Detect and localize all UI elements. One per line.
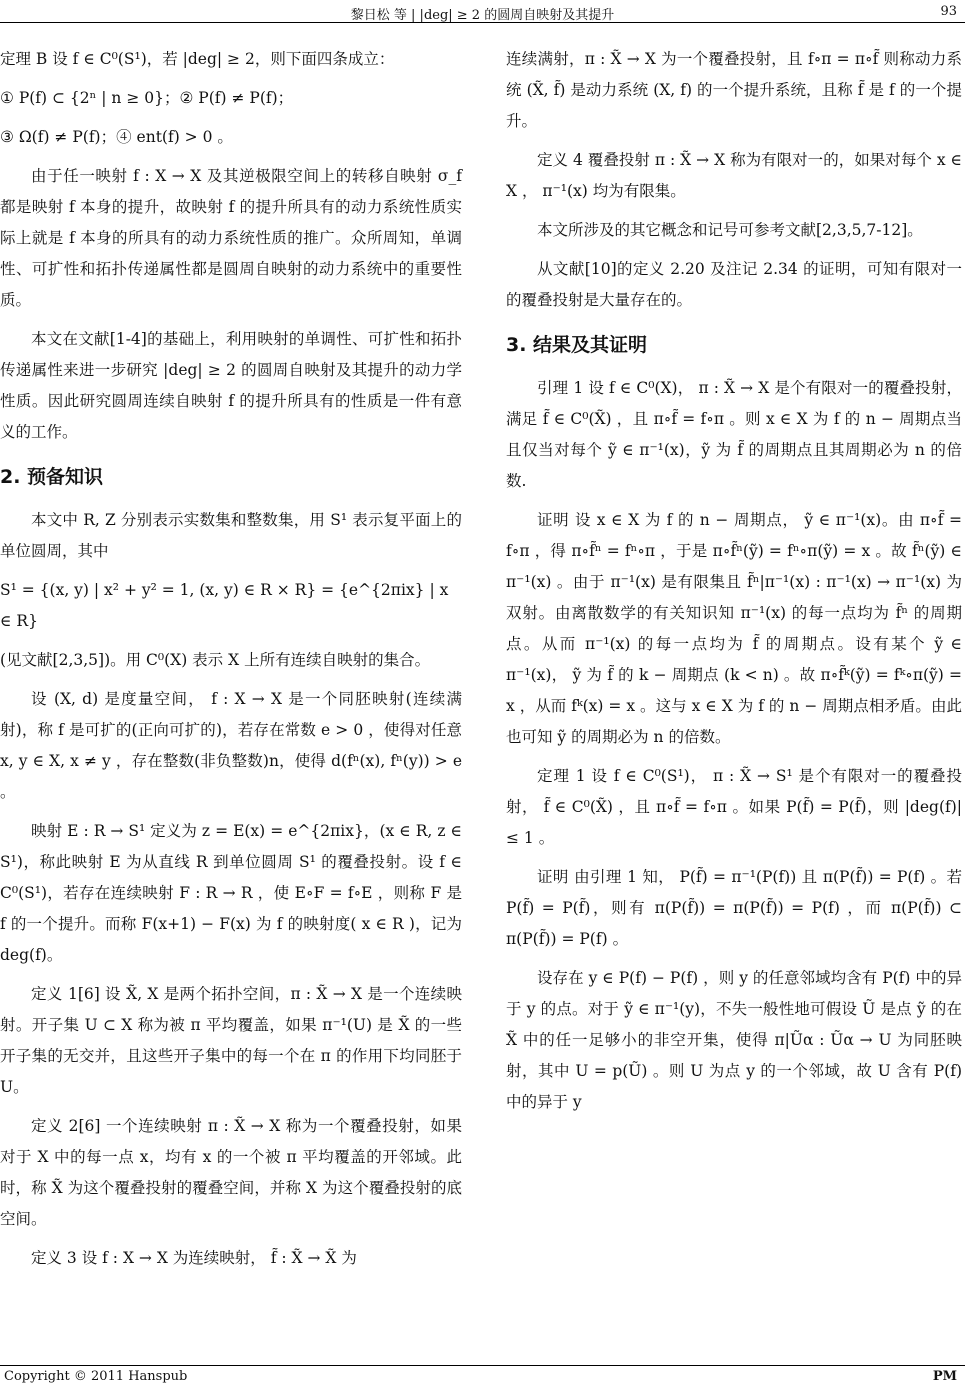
proof: 证明 设 x ∈ X 为 f 的 n − 周期点， ỹ ∈ π⁻¹(x)。由 π∘f̃ = f∘π ，得 π∘f̃ⁿ = fⁿ∘π ，于是 π∘f̃ⁿ(ỹ) = fⁿ∘π(ỹ) = x 。故 f̃ⁿ(ỹ) ∈ π⁻¹(x) 。由于 π⁻¹(x) 是有限集且 f̃ⁿ|π⁻¹(x) : π⁻¹(x) → π⁻¹(x) 为双射。由离散数学的有关知识知 π⁻¹(x) 的每一点均为 f̃ⁿ 的周期点。从而 π⁻¹(x) 的每一点均为 f̃ 的周期点。设有某个 ỹ ∈ π⁻¹(x)， ỹ 为 f̃ 的 k − 周期点 (k < n) 。故 π∘f̃ᵏ(ỹ) = fᵏ∘π(ỹ) = x ，从而 fᵏ(x) = x 。这与 x ∈ X 为 f 的 n − 周期点相矛盾。由此也可知 ỹ 的周期必为 n 的倍数。 — [506, 511, 962, 746]
definition-4: 定义 4 覆叠投射 π : X̃ → X 称为有限对一的，如果对每个 x ∈ X ， π⁻¹(x) 均为有限集。 — [506, 151, 962, 200]
left-column — [0, 44, 462, 1282]
section-heading: 3. 结果及其证明 — [506, 334, 648, 356]
paragraph: 本文中 R, Z 分别表示实数集和整数集，用 S¹ 表示复平面上的单位圆周，其中 — [0, 511, 462, 560]
theorem-b-items-2: ③ Ω(f) ≠ P(f)；④ ent(f) > 0 。 — [0, 128, 233, 146]
theorem-b: 定理 B 设 f ∈ C⁰(S¹)，若 |deg| ≥ 2，则下面四条成立： — [0, 50, 395, 68]
page-footer — [0, 1365, 965, 1384]
copyright: Copyright © 2011 Hanspub — [4, 1369, 188, 1384]
paragraph: 映射 E : R → S¹ 定义为 z = E(x) = e^{2πix}，(x ∈ R, z ∈ S¹)，称此映射 E 为从直线 R 到单位圆周 S¹ 的覆叠投射。设 f ∈ C⁰(S¹)，若存在连续映射 F : R → R ，使 E∘F = f∘E ，则称 F 是 f 的一个提升。而称 F(x+1) − F(x) 为 f 的映射度( x ∈ R )，记为 deg(f)。 — [0, 822, 462, 964]
theorem-b-items-1: ① P(f) ⊂ {2ⁿ | n ≥ 0}；② P(f) ≠ P(f)； — [0, 89, 294, 107]
paragraph: (见文献[2,3,5])。用 C⁰(X) 表示 X 上所有连续自映射的集合。 — [0, 651, 431, 669]
page-number: 93 — [940, 4, 957, 19]
paragraph: 由于任一映射 f : X → X 及其逆极限空间上的转移自映射 σ_f 都是映射 f 本身的提升，故映射 f 的提升所具有的动力系统性质实际上就是 f 本身的所具有的动力系统性质的推广。众所周知，单调性、可扩性和拓扑传递属性都是圆周自映射的动力系统中的重要性质。 — [0, 167, 462, 309]
definition-3-continued: 连续满射，π : X̃ → X 为一个覆叠投射，且 f∘π = π∘f̃ 则称动力系统 (X̃, f̃) 是动力系统 (X, f) 的一个提升系统，且称 f̃ 是 f 的一个提升。 — [506, 50, 962, 130]
paragraph: 本文所涉及的其它概念和记号可参考文献[2,3,5,7-12]。 — [537, 221, 923, 239]
journal-abbrev: PM — [932, 1369, 957, 1384]
theorem-1: 定理 1 设 f ∈ C⁰(S¹)， π : X̃ → S¹ 是个有限对一的覆叠投射， f̃ ∈ C⁰(X̃) ，且 π∘f̃ = f∘π 。如果 P(f̃) = P(f̃)，则 |deg(f)| ≤ 1 。 — [506, 767, 962, 847]
page-header — [0, 0, 965, 24]
header-rule — [0, 22, 965, 23]
definition-1: 定义 1[6] 设 X̃, X 是两个拓扑空间，π : X̃ → X 是一个连续映射。开子集 U ⊂ X 称为被 π 平均覆盖，如果 π⁻¹(U) 是 X̃ 的一些开子集的无交并，且这些开子集中的每一个在 π 的作用下均同胚于 U。 — [0, 985, 462, 1096]
section-heading: 2. 预备知识 — [0, 466, 104, 488]
proof: 证明 由引理 1 知， P(f̃) = π⁻¹(P(f)) 且 π(P(f̃)) = P(f) 。若 P(f̃) = P(f̃)，则有 π(P(f̃)) = π(P(f̃)) = P(f) ，而 π(P(f̃)) ⊂ π(P(f̃)) = P(f) 。 — [506, 868, 962, 948]
definition-2: 定义 2[6] 一个连续映射 π : X̃ → X 称为一个覆叠投射，如果对于 X 中的每一点 x，均有 x 的一个被 π 平均覆盖的开邻域。此时，称 X̃ 为这个覆叠投射的覆叠空间，并称 X 为这个覆叠投射的底空间。 — [0, 1117, 462, 1228]
paragraph: 设 (X, d) 是度量空间， f : X → X 是一个同胚映射(连续满射)，称 f 是可扩的(正向可扩的)，若存在常数 e > 0 ，使得对任意 x, y ∈ X, x ≠ y ，存在整数(非负整数)n，使得 d(fⁿ(x), fⁿ(y)) > e 。 — [0, 690, 462, 801]
paragraph: 设存在 y ∈ P(f) − P(f) ，则 y 的任意邻域均含有 P(f) 中的异于 y 的点。对于 ỹ ∈ π⁻¹(y)，不失一般性地可假设 Ũ 是点 ỹ 的在 X̃ 中的任一足够小的非空开集，使得 π|Ũα : Ũα → U 为同胚映射，其中 U = p(Ũ) 。则 U 为点 y 的一个邻域，故 U 含有 P(f) 中的异于 y — [506, 969, 962, 1111]
running-title: 黎日松 等 | |deg| ≥ 2 的圆周自映射及其提升 — [350, 8, 615, 23]
definition-3: 定义 3 设 f : X → X 为连续映射， f̃ : X̃ → X̃ 为 — [31, 1249, 357, 1267]
lemma-1: 引理 1 设 f ∈ C⁰(X)， π : X̃ → X 是个有限对一的覆叠投射，满足 f̃ ∈ C⁰(X̃) ，且 π∘f̃ = f∘π 。则 x ∈ X 为 f 的 n − 周期点当且仅当对每个 ỹ ∈ π⁻¹(x)，ỹ 为 f̃ 的周期点且其周期必为 n 的倍数. — [506, 379, 962, 490]
formula: S¹ = {(x, y) | x² + y² = 1, (x, y) ∈ R × R} = {e^{2πix} | x ∈ R} — [0, 581, 449, 630]
paragraph: 从文献[10]的定义 2.20 及注记 2.34 的证明，可知有限对一的覆叠投射是大量存在的。 — [506, 260, 962, 309]
footer-rule — [0, 1365, 965, 1366]
right-column — [506, 44, 962, 1126]
paragraph: 本文在文献[1-4]的基础上，利用映射的单调性、可扩性和拓扑传递属性来进一步研究 |deg| ≥ 2 的圆周自映射及其提升的动力学性质。因此研究圆周连续自映射 f 的提升所具有的性质是一件有意义的工作。 — [0, 330, 462, 441]
